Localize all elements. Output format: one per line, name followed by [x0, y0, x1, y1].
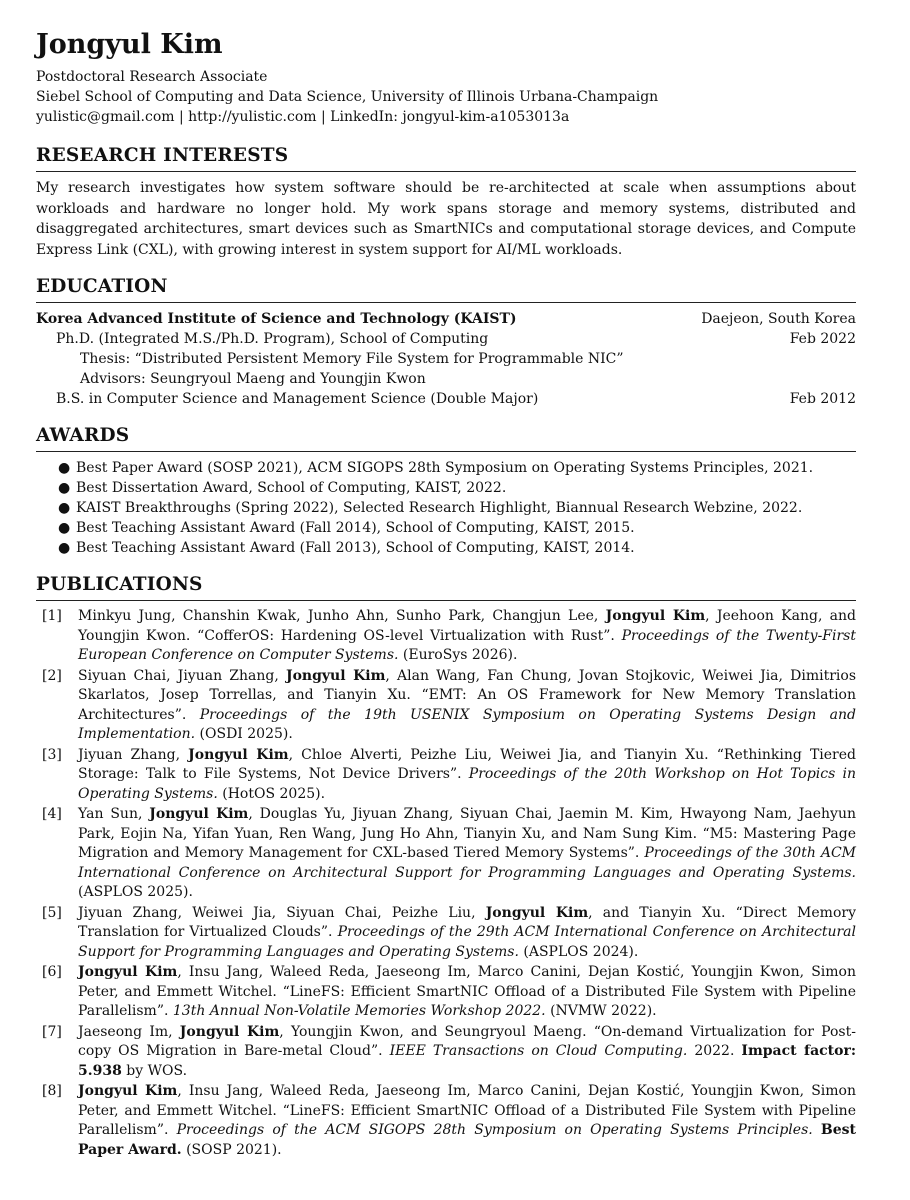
- awards-heading: AWARDS: [36, 423, 856, 452]
- pub-body: Jaeseong Im, Jongyul Kim, Youngjin Kwon, and Seungryoul Maeng. “On-demand Virtualization for Post-copy OS Migration in Bare-metal Cloud”. IEEE Transactions on Cloud Computing. 2022. Impact factor: 5.938 by WOS.: [78, 1023, 857, 1079]
- award-text: Best Dissertation Award, School of Computing, KAIST, 2022.: [76, 480, 507, 496]
- publication-item: [36, 1023, 856, 1082]
- pub-number: [2]: [42, 667, 62, 684]
- award-item: [56, 478, 856, 498]
- contact-line: yulistic@gmail.com | http://yulistic.com | LinkedIn: jongyul-kim-a1053013a: [36, 109, 570, 125]
- edu-phd: Ph.D. (Integrated M.S./Ph.D. Program), School of Computing: [56, 331, 489, 347]
- edu-phd-date: Feb 2022: [789, 331, 856, 347]
- award-item: [56, 498, 856, 518]
- bullet-icon: ●: [58, 460, 71, 476]
- author-name: Jongyul Kim: [36, 29, 223, 60]
- award-text: KAIST Breakthroughs (Spring 2022), Selected Research Highlight, Biannual Research Webzine, 2022.: [76, 500, 803, 516]
- pub-number: [5]: [42, 904, 62, 921]
- awards-list: [36, 458, 856, 558]
- publications-section: [36, 572, 856, 1160]
- research-text: My research investigates how system software should be re-architected at scale when assumptions about workloads and hardware no longer hold. My work spans storage and memory systems, distributed and disaggregated architectures, smart devices such as SmartNICs and computational storage devices, and Compute Express Link (CXL), with growing interest in system support for AI/ML workloads.: [36, 180, 856, 258]
- award-item: [56, 458, 856, 478]
- edu-advisors-row: [36, 369, 856, 389]
- publication-item: [36, 904, 856, 963]
- pub-body: Jiyuan Zhang, Weiwei Jia, Siyuan Chai, Peizhe Liu, Jongyul Kim, and Tianyin Xu. “Direct Memory Translation for Virtualized Clouds”. Proceedings of the 29th ACM International Conference on Architectural Support for Programming Languages and Operating Systems. (ASPLOS 2024).: [78, 904, 857, 960]
- pub-body: Jongyul Kim, Insu Jang, Waleed Reda, Jaeseong Im, Marco Canini, Dejan Kostić, Youngjin Kwon, Simon Peter, and Emmett Witchel. “LineFS: Efficient SmartNIC Offload of a Distributed File System with Pipeline Parallelism”. 13th Annual Non-Volatile Memories Workshop 2022. (NVMW 2022).: [78, 964, 856, 1019]
- edu-institution-row: [36, 309, 856, 329]
- award-item: [56, 518, 856, 538]
- pub-number: [4]: [42, 806, 62, 822]
- publication-item: [36, 746, 856, 805]
- pub-number: [6]: [42, 964, 62, 980]
- publication-item: [36, 667, 856, 745]
- pub-number: [7]: [42, 1023, 62, 1040]
- pub-body: Siyuan Chai, Jiyuan Zhang, Jongyul Kim, Alan Wang, Fan Chung, Jovan Stojkovic, Weiwei Jia, Dimitrios Skarlatos, Josep Torrellas, and Tianyin Xu. “EMT: An OS Framework for New Memory Translation Architectures”. Proceedings of the 19th USENIX Symposium on Operating Systems Design and Implementation. (OSDI 2025).: [78, 667, 857, 742]
- education-heading: EDUCATION: [36, 274, 856, 303]
- bullet-icon: ●: [58, 500, 71, 516]
- pub-body: Minkyu Jung, Chanshin Kwak, Junho Ahn, Sunho Park, Changjun Lee, Jongyul Kim, Jeehoon Kang, and Youngjin Kwon. “CofferOS: Hardening OS-level Virtualization with Rust”. Proceedings of the Twenty-First European Conference on Computer Systems. (EuroSys 2026).: [78, 608, 856, 663]
- bullet-icon: ●: [58, 520, 71, 536]
- edu-advisors: Advisors: Seungryoul Maeng and Youngjin Kwon: [80, 371, 426, 387]
- pub-body: Jongyul Kim, Insu Jang, Waleed Reda, Jaeseong Im, Marco Canini, Dejan Kostić, Youngjin Kwon, Simon Peter, and Emmett Witchel. “LineFS: Efficient SmartNIC Offload of a Distributed File System with Pipeline Parallelism”. Proceedings of the ACM SIGOPS 28th Symposium on Operating Systems Principles. Best Paper Award. (SOSP 2021).: [78, 1083, 856, 1158]
- publication-item: [36, 963, 856, 1022]
- research-section: [36, 143, 856, 260]
- affiliation: Siebel School of Computing and Data Science, University of Illinois Urbana-Champaign: [36, 89, 659, 105]
- publication-item: [36, 607, 856, 666]
- education-section: [36, 274, 856, 409]
- publications-heading: PUBLICATIONS: [36, 572, 856, 601]
- pub-body: Jiyuan Zhang, Jongyul Kim, Chloe Alverti, Peizhe Liu, Weiwei Jia, and Tianyin Xu. “Rethinking Tiered Storage: Talk to File Systems, Not Device Drivers”. Proceedings of the 20th Workshop on Hot Topics in Operating Systems. (HotOS 2025).: [78, 746, 856, 802]
- bullet-icon: ●: [58, 540, 71, 556]
- header: [36, 28, 856, 127]
- award-text: Best Paper Award (SOSP 2021), ACM SIGOPS 28th Symposium on Operating Systems Principles, 2021.: [76, 460, 814, 476]
- edu-location: Daejeon, South Korea: [701, 311, 856, 327]
- position-title: Postdoctoral Research Associate: [36, 69, 268, 85]
- edu-phd-row: [36, 329, 856, 349]
- award-text: Best Teaching Assistant Award (Fall 2014), School of Computing, KAIST, 2015.: [76, 520, 635, 536]
- pub-number: [3]: [42, 746, 62, 763]
- publication-item: [36, 805, 856, 903]
- edu-thesis: Thesis: “Distributed Persistent Memory File System for Programmable NIC”: [80, 351, 624, 367]
- award-item: [56, 538, 856, 558]
- pub-number: [8]: [42, 1083, 62, 1099]
- edu-institution: Korea Advanced Institute of Science and Technology (KAIST): [36, 311, 517, 327]
- publication-item: [36, 1082, 856, 1160]
- awards-section: [36, 423, 856, 558]
- edu-thesis-row: [36, 349, 856, 369]
- research-heading: RESEARCH INTERESTS: [36, 143, 856, 172]
- pub-number: [1]: [42, 608, 62, 624]
- pub-body: Yan Sun, Jongyul Kim, Douglas Yu, Jiyuan Zhang, Siyuan Chai, Jaemin M. Kim, Hwayong Nam, Jaehyun Park, Eojin Na, Yifan Yuan, Ren Wang, Jung Ho Ahn, Tianyin Xu, and Nam Sung Kim. “M5: Mastering Page Migration and Memory Management for CXL-based Tiered Memory Systems”. Proceedings of the 30th ACM International Conference on Architectural Support for Programming Languages and Operating Systems. (ASPLOS 2025).: [78, 806, 856, 900]
- publications-list: [36, 607, 856, 1160]
- bullet-icon: ●: [58, 480, 71, 496]
- edu-bs: B.S. in Computer Science and Management Science (Double Major): [56, 391, 539, 407]
- cv-page: [36, 28, 856, 1161]
- edu-bs-row: [36, 389, 856, 409]
- award-text: Best Teaching Assistant Award (Fall 2013), School of Computing, KAIST, 2014.: [76, 540, 635, 556]
- edu-bs-date: Feb 2012: [789, 391, 856, 407]
